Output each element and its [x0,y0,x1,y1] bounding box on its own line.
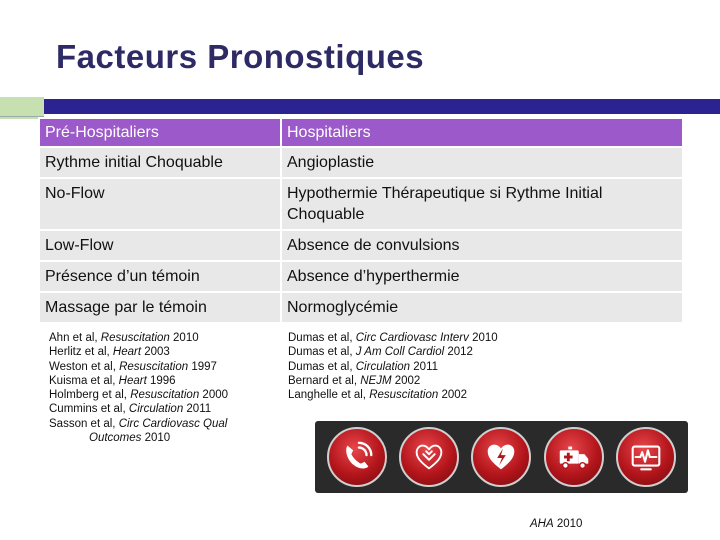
reference-line [49,331,228,345]
reference-line [49,388,228,402]
phone-icon [327,427,387,487]
references-hospital [288,331,498,402]
ref-journal: Outcomes [89,432,142,445]
accent-bar-navy [44,99,720,114]
table-header-row [39,118,683,147]
ref-year: 2012 [444,346,473,359]
ref-authors: Herlitz et al, [49,346,113,359]
reference-line [288,345,498,359]
ref-year: 2003 [141,346,170,359]
ref-journal: Resuscitation [100,332,170,344]
ref-authors: Weston et al, [49,360,120,373]
ref-year: 2002 [391,374,421,387]
defibrillator-heart-icon [471,427,531,487]
ref-authors: Cummins et al, [49,403,129,416]
table-row [39,147,683,178]
reference-line [49,431,228,445]
table-cell: Massage par le témoin [39,292,281,323]
source-year: 2010 [553,518,583,530]
ref-authors: Dumas et al, [288,346,356,359]
reference-line [288,388,498,402]
ref-journal: Heart [112,346,142,359]
references-pre-hospital [49,331,228,445]
reference-line [49,345,228,359]
ref-journal: Circ Cardiovasc Qual [118,417,228,430]
table-cell: Angioplastie [281,147,683,178]
table-cell: Présence d’un témoin [39,261,281,292]
table-cell: Absence d’hyperthermie [281,261,683,292]
ambulance-icon [544,427,604,487]
ref-journal: Heart [118,374,147,387]
ref-authors: Langhelle et al, [288,389,370,402]
reference-line [288,374,498,388]
table-cell: Low-Flow [39,230,281,261]
source-journal: AHA [530,518,554,530]
ref-year: 2000 [199,389,229,402]
ref-journal: Circulation [128,403,184,416]
header-pre-hospital: Pré-Hospitaliers [39,118,281,147]
reference-line [49,402,228,416]
table-cell: Rythme initial Choquable [39,147,281,178]
table-cell: Normoglycémie [281,292,683,323]
prognostic-factors-table [38,117,684,324]
ref-year: 2010 [141,432,171,445]
source-citation [530,518,582,530]
ref-authors: Dumas et al, [288,360,356,373]
ref-authors: Dumas et al, [288,332,356,344]
ref-journal: Resuscitation [369,389,439,402]
table-row [39,178,683,230]
ref-year: 2002 [438,389,468,402]
header-hospital: Hospitaliers [281,118,683,147]
page-title: Facteurs Pronostiques [56,38,425,75]
ref-year: 2011 [410,360,439,373]
reference-line [49,374,228,388]
reference-line [49,360,228,374]
reference-line [288,360,498,374]
ref-authors: Kuisma et al, [49,374,119,387]
cpr-hands-icon [399,427,459,487]
ref-authors: Sasson et al, [49,417,119,430]
table-row [39,292,683,323]
ref-journal: J Am Coll Cardiol [355,346,445,359]
ref-year: 2010 [468,332,498,344]
ref-journal: NEJM [360,374,392,387]
chain-of-survival-icons [315,421,688,493]
reference-line [49,417,228,431]
ecg-monitor-icon [616,427,676,487]
ref-journal: Circ Cardiovasc Interv [355,332,469,344]
ref-authors: Bernard et al, [288,374,361,387]
table-cell: Hypothermie Thérapeutique si Rythme Initial Choquable [281,178,683,230]
reference-line [288,331,498,345]
ref-authors: Ahn et al, [49,332,101,344]
ref-year: 1997 [188,360,217,373]
table-row [39,230,683,261]
ref-authors: Holmberg et al, [49,389,131,402]
ref-journal: Circulation [355,360,411,373]
table-cell: Absence de convulsions [281,230,683,261]
ref-year: 2011 [183,403,212,416]
ref-year: 1996 [146,374,176,387]
table-row [39,261,683,292]
ref-year: 2010 [169,332,199,344]
ref-journal: Resuscitation [130,389,200,402]
table-cell: No-Flow [39,178,281,230]
ref-journal: Resuscitation [119,360,189,373]
